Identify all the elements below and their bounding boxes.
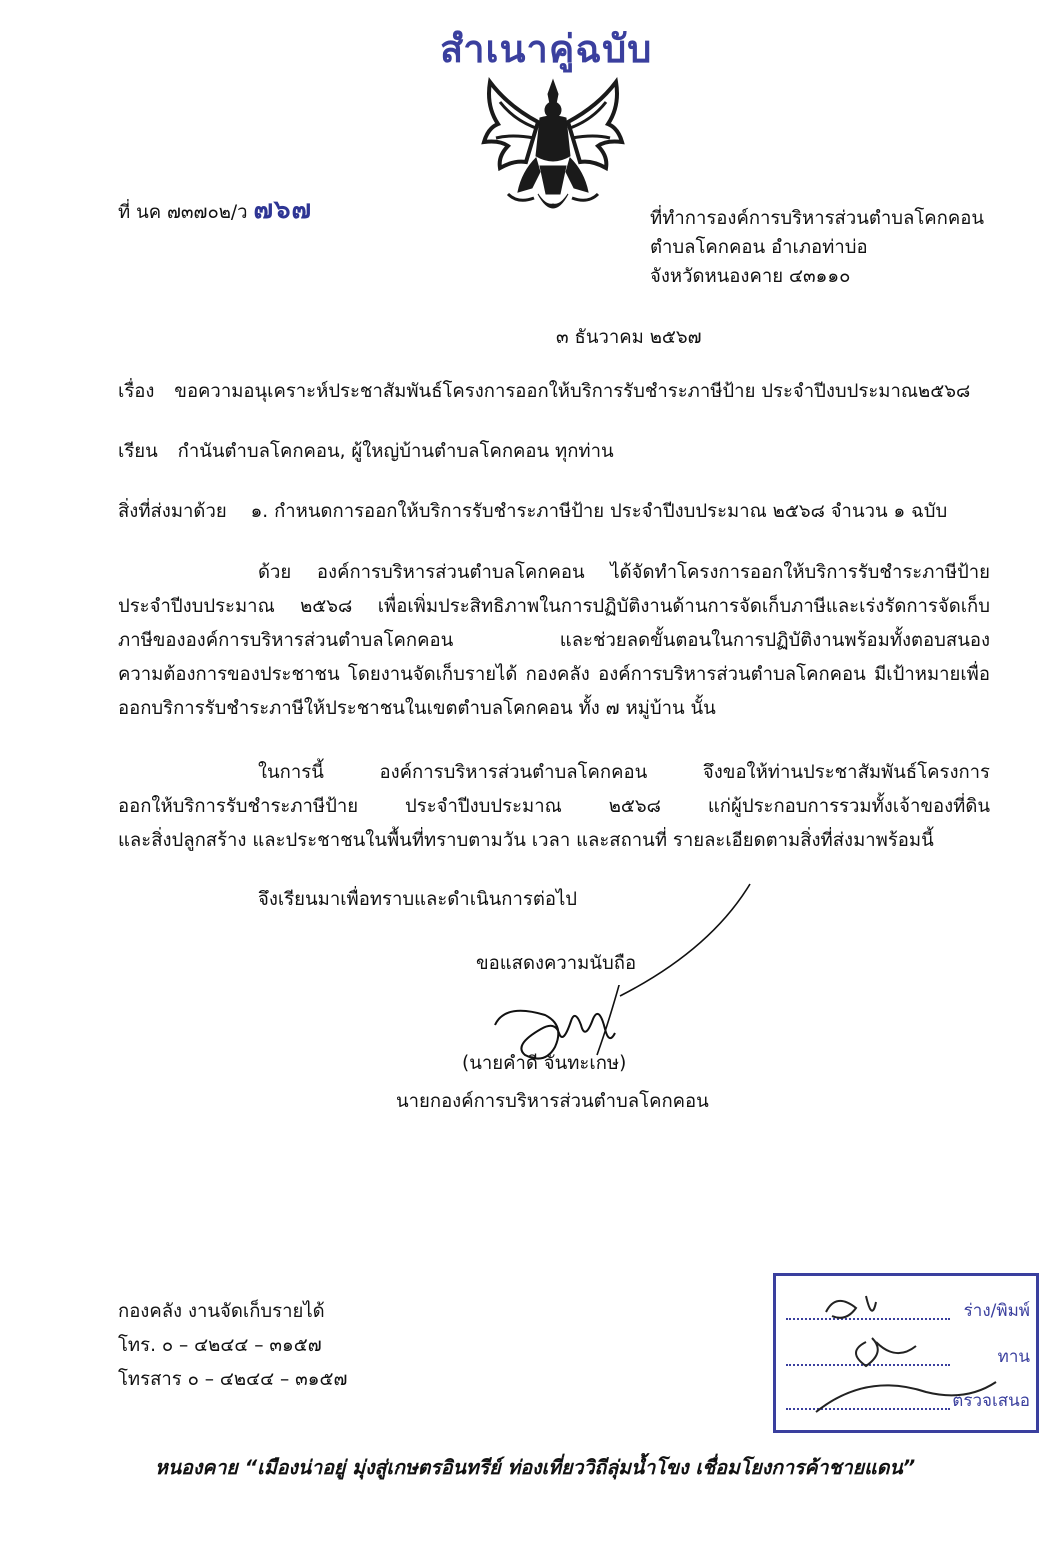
body-paragraph-1 <box>118 556 990 726</box>
paragraph-line: ในการนี้ องค์การบริหารส่วนตำบลโคกคอน จึงขอให้ท่านประชาสัมพันธ์โครงการ <box>258 762 990 783</box>
closing-line: จึงเรียนมาเพื่อทราบและดำเนินการต่อไป <box>258 889 578 910</box>
body-paragraph-2 <box>118 756 990 858</box>
recipient-text: กำนันตำบลโคกคอน, ผู้ใหญ่บ้านตำบลโคกคอน ทุกท่าน <box>177 441 614 462</box>
footer-motto: หนองคาย “เมืองน่าอยู่ มุ่งสู่เกษตรอินทรีย์ ท่องเที่ยววิถีลุ่มน้ำโขง เชื่อมโยงการค้าชายแดน” <box>155 1456 916 1479</box>
contact-fax: โทรสาร ๐ – ๔๒๔๔ – ๓๑๕๗ <box>118 1369 348 1390</box>
subject-label: เรื่อง <box>118 381 155 402</box>
review-stamp-label: ร่าง/พิมพ์ <box>963 1301 1030 1321</box>
enclosure-line <box>118 500 947 524</box>
paragraph-line: ด้วย องค์การบริหารส่วนตำบลโคกคอน ได้จัดทำโครงการออกให้บริการรับชำระภาษีป้าย <box>258 562 990 583</box>
sender-address-line: จังหวัดหนองคาย ๔๓๑๑๐ <box>650 266 851 287</box>
signature-stroke-icon <box>600 880 760 1000</box>
paragraph-line: ความต้องการของประชาชน โดยงานจัดเก็บรายได้ กองคลัง องค์การบริหารส่วนตำบลโคกคอน มีเป้าหมายเพื่อ <box>118 664 990 685</box>
paragraph-line: ออกให้บริการรับชำระภาษีป้าย ประจำปีงบประมาณ ๒๕๖๘ แก่ผู้ประกอบการรวมทั้งเจ้าของที่ดิน <box>118 796 990 817</box>
sender-address-line: ตำบลโคกคอน อำเภอท่าบ่อ <box>650 237 868 258</box>
regards-line: ขอแสดงความนับถือ <box>476 953 637 974</box>
reference-number <box>118 195 313 225</box>
recipient-line <box>118 440 614 464</box>
paragraph-line: และสิ่งปลูกสร้าง และประชาชนในพื้นที่ทราบตามวัน เวลา และสถานที่ รายละเอียดตามสิ่งที่ส่งมาพร้อมนี้ <box>118 830 934 851</box>
sender-address <box>650 204 984 291</box>
subject-text: ขอความอนุเคราะห์ประชาสัมพันธ์โครงการออกให้บริการรับชำระภาษีป้าย ประจำปีงบประมาณ๒๕๖๘ <box>174 381 971 402</box>
copy-stamp: สำเนาคู่ฉบับ <box>440 27 653 71</box>
paragraph-line: ภาษีขององค์การบริหารส่วนตำบลโคกคอน และช่วยลดขั้นตอนในการปฏิบัติงานพร้อมทั้งตอบสนอง <box>118 630 990 651</box>
contact-department: กองคลัง งานจัดเก็บรายได้ <box>118 1301 325 1322</box>
review-stamp-label: ทาน <box>997 1347 1030 1367</box>
sender-address-line: ที่ทำการองค์การบริหารส่วนตำบลโคกคอน <box>650 208 985 229</box>
paragraph-line: ออกบริการรับชำระภาษีให้ประชาชนในเขตตำบลโคกคอน ทั้ง ๗ หมู่บ้าน นั้น <box>118 698 716 719</box>
contact-block <box>118 1295 347 1397</box>
recipient-label: เรียน <box>118 441 158 462</box>
signer-name: (นายคำดี จันทะเกษ) <box>462 1053 627 1074</box>
reference-prefix: ที่ นค ๗๓๗๐๒/ว <box>118 202 248 223</box>
signer-title: นายกองค์การบริหารส่วนตำบลโคกคอน <box>396 1091 709 1112</box>
reference-handwritten-number: ๗๖๗ <box>253 195 313 225</box>
review-stamp <box>773 1273 1039 1433</box>
contact-phone: โทร. ๐ – ๔๒๔๔ – ๓๑๕๗ <box>118 1335 322 1356</box>
paragraph-line: ประจำปีงบประมาณ ๒๕๖๘ เพื่อเพิ่มประสิทธิภาพในการปฏิบัติงานด้านการจัดเก็บภาษีและเร่งรัดการจัดเก็บ <box>118 596 990 617</box>
garuda-emblem-icon <box>478 76 628 222</box>
letter-date: ๓ ธันวาคม ๒๕๖๗ <box>556 327 702 348</box>
subject-line <box>118 380 970 404</box>
enclosure-label: สิ่งที่ส่งมาด้วย <box>118 501 227 522</box>
enclosure-text: ๑. กำหนดการออกให้บริการรับชำระภาษีป้าย ประจำปีงบประมาณ ๒๕๖๘ จำนวน ๑ ฉบับ <box>250 501 948 522</box>
initials-scribble-icon <box>806 1282 1006 1422</box>
review-stamp-label: ตรวจเสนอ <box>952 1391 1030 1411</box>
